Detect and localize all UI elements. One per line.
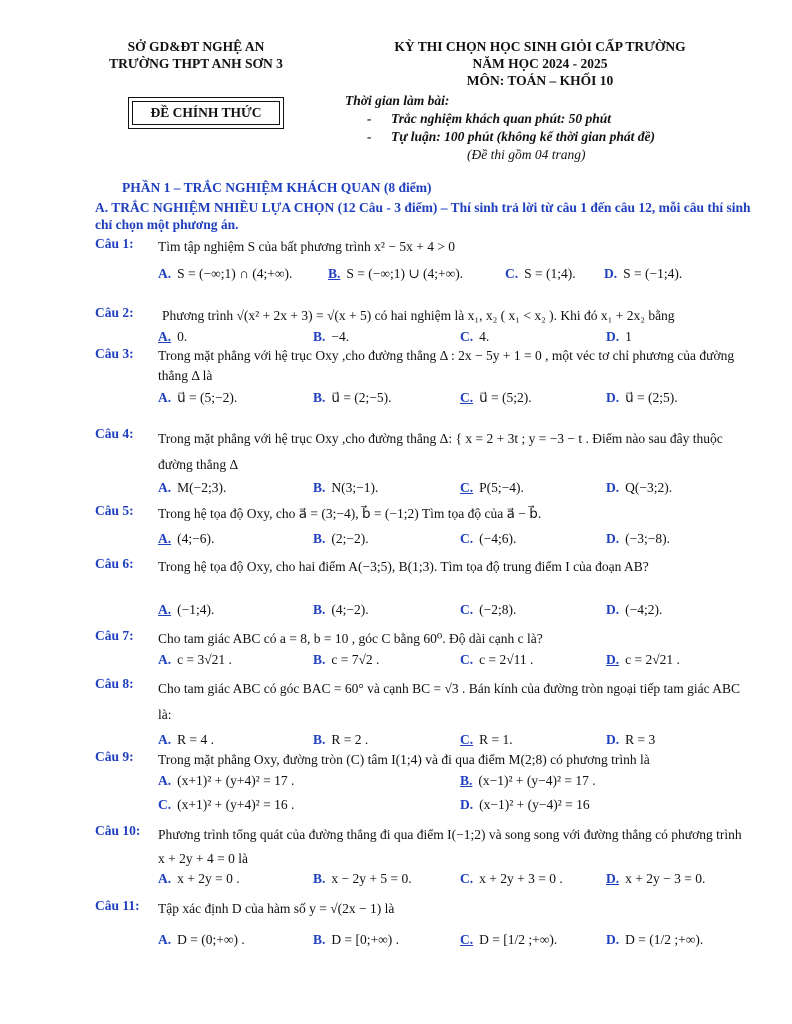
options	[158, 531, 758, 551]
question-text: Trong hệ tọa độ Oxy, cho a⃗ = (3;−4), b⃗ = (−1;2) Tìm tọa độ của a⃗ − b⃗.	[158, 506, 542, 521]
school-name: TRƯỜNG THPT ANH SƠN 3	[109, 56, 283, 71]
option-label[interactable]: A.	[158, 932, 172, 947]
option-label[interactable]: B.	[313, 480, 326, 495]
part1-title: PHẦN 1 – TRẮC NGHIỆM KHÁCH QUAN (8 điểm)	[122, 180, 432, 195]
option-text: S = (−1;4).	[623, 266, 683, 281]
option-text: (x−1)² + (y−4)² = 17 .	[478, 773, 596, 788]
options	[158, 871, 758, 891]
option-label[interactable]: A.	[158, 732, 172, 747]
option-text: D = [0;+∞) .	[331, 932, 399, 947]
option-text: (−2;8).	[479, 602, 517, 617]
time-item: - Tự luận: 100 phút (không kể thời gian phát đề)	[367, 129, 656, 144]
option-text: 0.	[177, 329, 188, 344]
option-label[interactable]: A.	[158, 266, 172, 281]
exam-title: KỲ THI CHỌN HỌC SINH GIỎI CẤP TRƯỜNG	[394, 39, 686, 54]
time-title: Thời gian làm bài:	[345, 93, 450, 108]
option-label[interactable]: C.	[460, 480, 474, 495]
options	[158, 773, 758, 819]
option-label[interactable]: D.	[606, 871, 620, 886]
option-text: (−1;4).	[177, 602, 215, 617]
question-text: Cho tam giác ABC có a = 8, b = 10 , góc C bằng 60⁰. Độ dài cạnh c là?	[158, 631, 543, 646]
subject: MÔN: TOÁN – KHỐI 10	[466, 73, 614, 88]
option-text: c = 2√11 .	[479, 652, 534, 667]
question-number: Câu 11:	[95, 898, 140, 913]
option-label[interactable]: C.	[460, 329, 474, 344]
question-number: Câu 2:	[95, 305, 134, 320]
options	[158, 266, 758, 286]
option-text: Q(−3;2).	[625, 480, 673, 495]
option-text: D = (0;+∞) .	[177, 932, 245, 947]
option-label[interactable]: C.	[460, 871, 474, 886]
question-number: Câu 1:	[95, 236, 134, 251]
school-year: NĂM HỌC 2024 - 2025	[472, 56, 608, 71]
option-label[interactable]: D.	[460, 797, 474, 812]
option-text: (x−1)² + (y−4)² = 16	[479, 797, 590, 812]
option-text: (4;−2).	[331, 602, 369, 617]
option-text: N(3;−1).	[331, 480, 379, 495]
option-text: x + 2y + 3 = 0 .	[479, 871, 563, 886]
options	[158, 932, 758, 952]
question-number: Câu 4:	[95, 426, 134, 441]
question-text: Trong hệ tọa độ Oxy, cho hai điểm A(−3;5), B(1;3). Tìm tọa độ trung điểm I của đoạn AB?	[158, 559, 649, 574]
question-number: Câu 7:	[95, 628, 134, 643]
option-label[interactable]: C.	[505, 266, 519, 281]
option-label[interactable]: B.	[313, 602, 326, 617]
option-text: (4;−6).	[177, 531, 215, 546]
option-label[interactable]: B.	[313, 531, 326, 546]
option-label[interactable]: C.	[460, 602, 474, 617]
header-right	[345, 38, 735, 89]
option-text: P(5;−4).	[479, 480, 524, 495]
option-text: (−4;2).	[625, 602, 663, 617]
option-text: R = 3	[625, 732, 656, 747]
option-label[interactable]: C.	[460, 390, 474, 405]
option-text: D = (1/2 ;+∞).	[625, 932, 704, 947]
question-text: Trong mặt phẳng với hệ trục Oxy ,cho đường thẳng Δ : 2x − 5y + 1 = 0 , một véc tơ chỉ phương của đường thẳng Δ là	[158, 348, 735, 383]
question-text: Trong mặt phẳng với hệ trục Oxy ,cho đường thẳng Δ: { x = 2 + 3t ; y = −3 − t . Điểm nào sau đây thuộc đường thẳng Δ	[158, 431, 723, 472]
option-label[interactable]: A.	[158, 329, 172, 344]
option-text: (−4;6).	[479, 531, 517, 546]
option-label[interactable]: D.	[606, 652, 620, 667]
option-text: R = 2 .	[331, 732, 369, 747]
question-number: Câu 3:	[95, 346, 134, 361]
official-label: ĐỀ CHÍNH THỨC	[132, 101, 280, 125]
option-text: S = (−∞;1) ∪ (4;+∞).	[346, 266, 464, 281]
option-text: (2;−2).	[331, 531, 369, 546]
option-label[interactable]: B.	[313, 329, 326, 344]
option-label[interactable]: D.	[606, 390, 620, 405]
option-label[interactable]: C.	[460, 652, 474, 667]
option-text: x − 2y + 5 = 0.	[331, 871, 412, 886]
option-text: x + 2y = 0 .	[177, 871, 240, 886]
header-left	[86, 38, 306, 72]
option-label[interactable]: D.	[604, 266, 618, 281]
option-label[interactable]: A.	[158, 652, 172, 667]
option-text: u⃗ = (5;2).	[479, 390, 532, 405]
option-label[interactable]: A.	[158, 390, 172, 405]
question-number: Câu 6:	[95, 556, 134, 571]
sectionA-title: A. TRẮC NGHIỆM NHIỀU LỰA CHỌN (12 Câu - 3 điểm) – Thí sinh trả lời từ câu 1 đến câu 12, mỗi câu thí sinh chỉ chọn một phương án.	[95, 200, 751, 232]
option-text: (x+1)² + (y+4)² = 16 .	[177, 797, 295, 812]
time-block	[345, 92, 765, 164]
option-label[interactable]: A.	[158, 602, 172, 617]
option-text: c = 3√21 .	[177, 652, 232, 667]
option-text: u⃗ = (5;−2).	[177, 390, 238, 405]
option-text: u⃗ = (2;−5).	[331, 390, 392, 405]
option-text: 1	[625, 329, 632, 344]
question-text: Tìm tập nghiệm S của bất phương trình x² − 5x + 4 > 0	[158, 239, 456, 254]
option-label[interactable]: D.	[606, 932, 620, 947]
option-text: (x+1)² + (y+4)² = 17 .	[177, 773, 295, 788]
option-label[interactable]: A.	[158, 871, 172, 886]
option-text: M(−2;3).	[177, 480, 227, 495]
option-label[interactable]: A.	[158, 531, 172, 546]
option-label[interactable]: D.	[606, 531, 620, 546]
question-text: Cho tam giác ABC có góc BAC = 60° và cạnh BC = √3 . Bán kính của đường tròn ngoại tiếp tam giác ABC là:	[158, 681, 741, 722]
options	[158, 480, 758, 500]
question-number: Câu 10:	[95, 823, 141, 838]
option-text: 4.	[479, 329, 490, 344]
option-text: c = 2√21 .	[625, 652, 680, 667]
question-number: Câu 5:	[95, 503, 134, 518]
option-text: S = (−∞;1) ∩ (4;+∞).	[177, 266, 293, 281]
option-text: (−3;−8).	[625, 531, 670, 546]
question-text: Phương trình tổng quát của đường thẳng đi qua điểm I(−1;2) và song song với đường thẳng có phương trình x + 2y + 4 = 0 là	[158, 827, 742, 866]
option-label[interactable]: B.	[313, 390, 326, 405]
option-label[interactable]: C.	[460, 531, 474, 546]
option-label[interactable]: B.	[328, 266, 341, 281]
dept-name: SỞ GD&ĐT NGHỆ AN	[127, 39, 265, 54]
time-item: - Trắc nghiệm khách quan phút: 50 phút	[367, 111, 612, 126]
option-text: u⃗ = (2;5).	[625, 390, 678, 405]
question-text: Trong mặt phẳng Oxy, đường tròn (C) tâm I(1;4) và đi qua điểm M(2;8) có phương trình là	[158, 752, 650, 767]
option-label[interactable]: B.	[313, 732, 326, 747]
option-label[interactable]: D.	[606, 602, 620, 617]
question-text: Tập xác định D của hàm số y = √(2x − 1) là	[158, 901, 395, 916]
options	[158, 390, 758, 410]
option-text: S = (1;4).	[524, 266, 576, 281]
option-label[interactable]: A.	[158, 773, 172, 788]
option-label[interactable]: D.	[606, 732, 620, 747]
option-text: R = 1.	[479, 732, 513, 747]
pages-note: (Đề thi gồm 04 trang)	[467, 147, 586, 162]
official-box	[128, 97, 284, 129]
options	[158, 652, 758, 672]
option-text: R = 4 .	[177, 732, 214, 747]
option-label[interactable]: C.	[460, 732, 474, 747]
question-number: Câu 8:	[95, 676, 134, 691]
question-text: Phương trình √(x² + 2x + 3) = √(x + 5) có hai nghiệm là x₁, x₂ ( x₁ < x₂ ). Khi đó x₁ + 2x₂ bằng	[162, 308, 675, 323]
option-label[interactable]: A.	[158, 480, 172, 495]
option-text: x + 2y − 3 = 0.	[625, 871, 706, 886]
option-text: c = 7√2 .	[331, 652, 380, 667]
option-label[interactable]: B.	[313, 652, 326, 667]
option-text: −4.	[331, 329, 350, 344]
question-number: Câu 9:	[95, 749, 134, 764]
option-label[interactable]: C.	[158, 797, 172, 812]
option-text: D = [1/2 ;+∞).	[479, 932, 558, 947]
option-label[interactable]: C.	[460, 932, 474, 947]
option-label[interactable]: B.	[460, 773, 473, 788]
option-label[interactable]: D.	[606, 329, 620, 344]
option-label[interactable]: B.	[313, 932, 326, 947]
option-label[interactable]: D.	[606, 480, 620, 495]
option-label[interactable]: B.	[313, 871, 326, 886]
options	[158, 602, 758, 622]
